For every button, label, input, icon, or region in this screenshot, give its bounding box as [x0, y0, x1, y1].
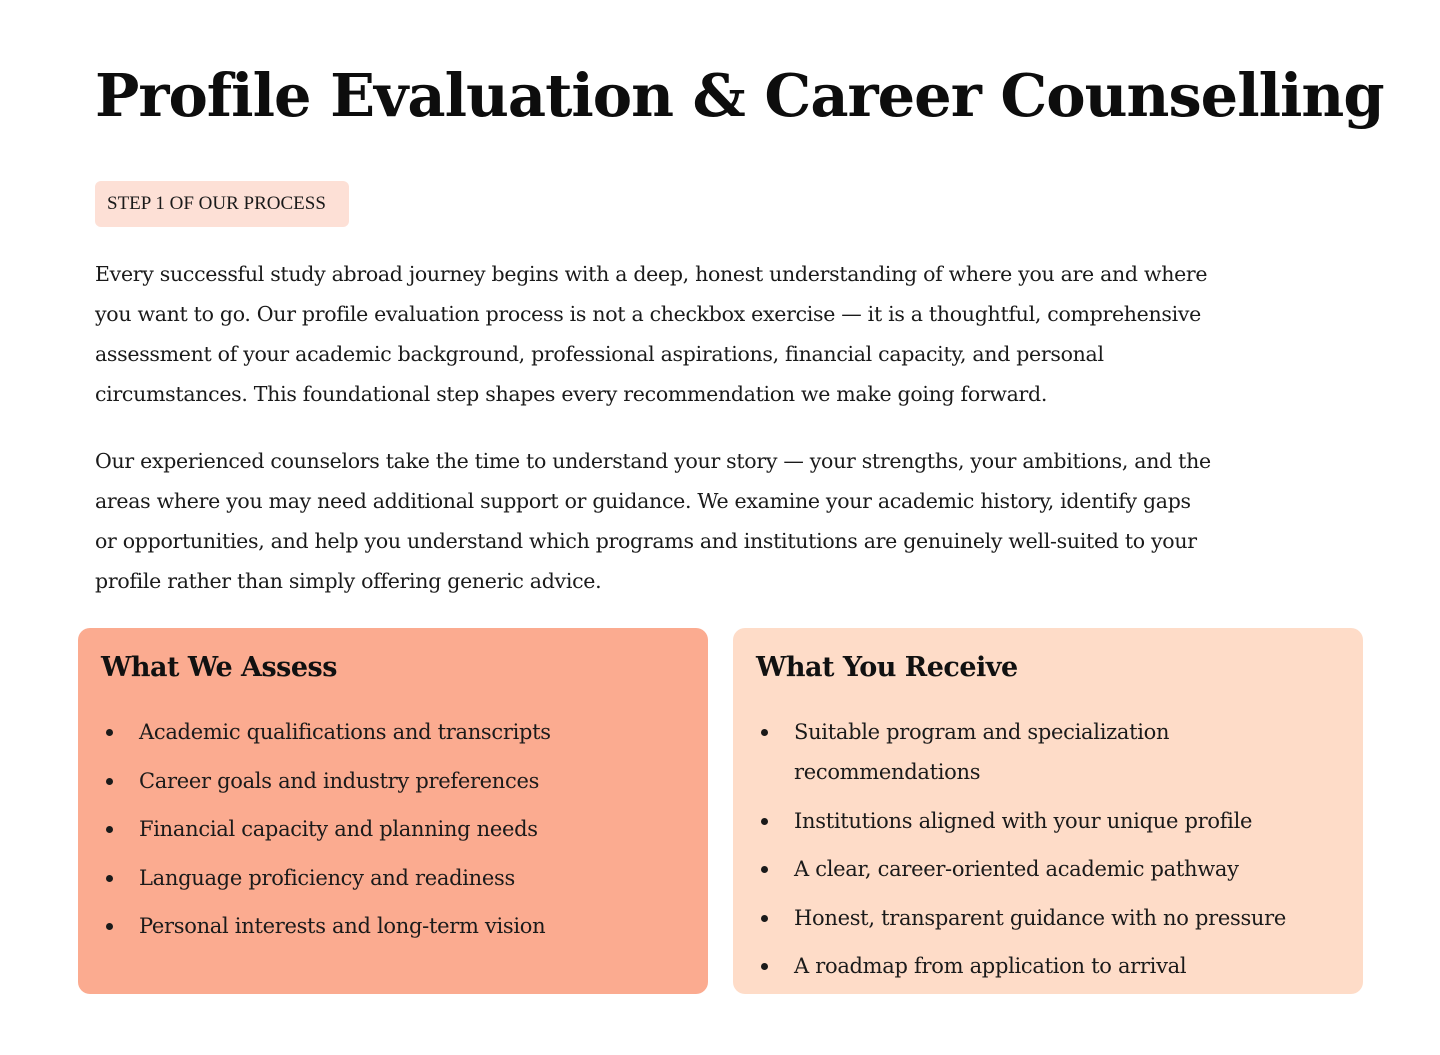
- bullet-icon: [106, 875, 113, 882]
- list-item: [101, 761, 686, 801]
- bullet-icon: [761, 866, 768, 873]
- list-item-text-line: Suitable program and specialization: [794, 720, 1170, 744]
- list-item-text: [794, 946, 1341, 986]
- what-we-assess-title: What We Assess: [101, 652, 337, 683]
- counselors-paragraph-line: or opportunities, and help you understand which programs and institutions are genuinely well-suited to your: [95, 529, 1197, 553]
- counselors-paragraph-line: areas where you may need additional support or guidance. We examine your academic history, identify gaps: [95, 489, 1191, 513]
- list-item: [101, 858, 686, 898]
- list-item-text-line: recommendations: [794, 760, 981, 784]
- intro-paragraph-line: assessment of your academic background, professional aspirations, financial capacity, and personal: [95, 342, 1104, 366]
- step-badge: STEP 1 OF OUR PROCESS: [95, 181, 349, 227]
- list-item-text-line: Institutions aligned with your unique profile: [794, 808, 1253, 833]
- intro-paragraph: [95, 254, 1365, 414]
- bullet-icon: [761, 963, 768, 970]
- bullet-icon: [106, 729, 113, 736]
- bullet-icon: [761, 818, 768, 825]
- what-you-receive-title: What You Receive: [756, 652, 1018, 683]
- list-item: [756, 712, 1341, 792]
- what-you-receive-card: [733, 628, 1363, 994]
- list-item-text: [794, 712, 1341, 792]
- list-item-text: [794, 801, 1341, 841]
- list-item: [756, 801, 1341, 841]
- list-item-text-line: A clear, career-oriented academic pathway: [794, 857, 1239, 881]
- bullet-icon: [106, 923, 113, 930]
- intro-paragraph-line: you want to go. Our profile evaluation process is not a checkbox exercise — it is a thoughtful, comprehensive: [95, 302, 1202, 326]
- list-item-text: [794, 898, 1341, 938]
- counselors-paragraph-line: Our experienced counselors take the time to understand your story — your strengths, your ambitions, and the: [95, 449, 1211, 473]
- list-item-text: Language proficiency and readiness: [139, 865, 515, 890]
- what-we-assess-list: [101, 712, 686, 946]
- bullet-icon: [106, 826, 113, 833]
- page-title: Profile Evaluation & Career Counselling: [95, 61, 1384, 130]
- bullet-icon: [761, 915, 768, 922]
- counselors-paragraph: [95, 441, 1365, 601]
- list-item: [101, 809, 686, 849]
- list-item: [756, 946, 1341, 986]
- what-you-receive-list: [756, 712, 1341, 986]
- counselors-paragraph-line: profile rather than simply offering generic advice.: [95, 569, 602, 593]
- list-item: [756, 849, 1341, 889]
- list-item-text-line: Honest, transparent guidance with no pressure: [794, 905, 1287, 930]
- bullet-icon: [761, 729, 768, 736]
- intro-paragraph-line: circumstances. This foundational step shapes every recommendation we make going forward.: [95, 382, 1048, 406]
- list-item-text-line: A roadmap from application to arrival: [794, 954, 1187, 978]
- list-item-text: Financial capacity and planning needs: [139, 817, 538, 841]
- list-item: [756, 898, 1341, 938]
- bullet-icon: [106, 778, 113, 785]
- list-item-text: Academic qualifications and transcripts: [139, 720, 551, 744]
- list-item: [101, 712, 686, 752]
- list-item: [101, 906, 686, 946]
- what-we-assess-card: [78, 628, 708, 994]
- intro-paragraph-line: Every successful study abroad journey begins with a deep, honest understanding of where you are and where: [95, 262, 1208, 286]
- list-item-text: Personal interests and long-term vision: [139, 914, 546, 938]
- list-item-text: Career goals and industry preferences: [139, 768, 540, 793]
- list-item-text: [794, 849, 1341, 889]
